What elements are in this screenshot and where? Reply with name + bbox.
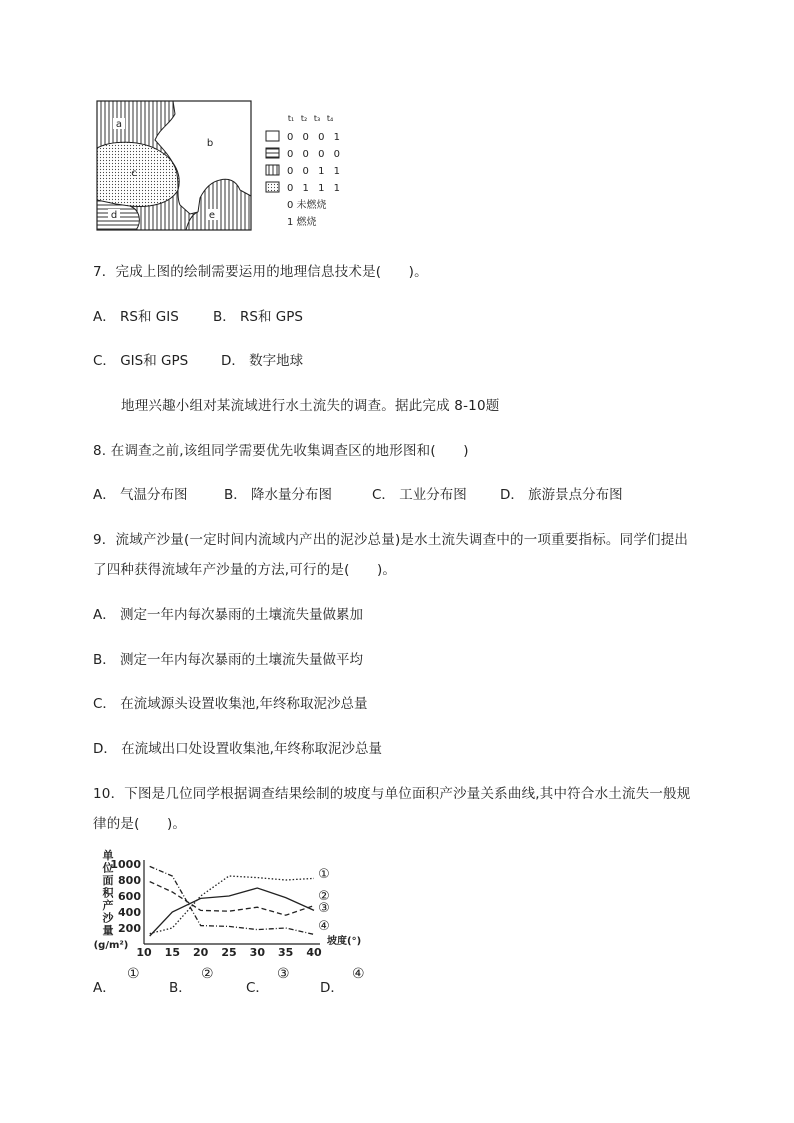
y-axis-label-char: 沙 — [102, 911, 114, 925]
legend-header-t4: t₄ — [326, 114, 334, 123]
x-tick-label: 15 — [164, 946, 180, 959]
y-axis-label-char: 面 — [102, 874, 114, 887]
x-tick-label: 20 — [193, 946, 209, 959]
region-label-e: e — [208, 210, 216, 221]
q8-option-c[interactable]: C． 工业分布图 — [372, 487, 467, 503]
region-label-b: b — [206, 138, 214, 149]
series-line-4 — [150, 866, 314, 934]
q7-option-a[interactable]: A． RS和 GIS — [93, 309, 179, 325]
y-axis-label-char: 产 — [102, 899, 114, 912]
q10-option-b-letter: B． — [169, 980, 192, 996]
q10-option-c[interactable] — [246, 976, 269, 996]
x-tick-label: 35 — [278, 946, 294, 959]
series-line-3 — [150, 882, 314, 916]
y-tick-label: 400 — [118, 906, 141, 919]
q10-option-d[interactable] — [320, 976, 344, 996]
q8-option-d[interactable]: D． 旅游景点分布图 — [500, 487, 623, 503]
q10-option-c-symbol: ③ — [277, 966, 290, 982]
y-tick-label: 800 — [118, 874, 141, 887]
q9-option-a[interactable]: A． 测定一年内每次暴雨的土壤流失量做累加 — [93, 607, 364, 623]
legend-values-horizontal: 0 0 0 0 — [287, 149, 343, 160]
q10-option-d-letter: D． — [320, 980, 344, 996]
x-tick-label: 25 — [221, 946, 237, 959]
q9-stem-line1: 9．流域产沙量(一定时间内流域内产出的泥沙总量)是水土流失调查中的一项重要指标。同学们提出 — [93, 532, 689, 548]
q10-option-a-letter: A． — [93, 980, 116, 996]
legend-note-unburned: 0 未燃烧 — [287, 200, 327, 211]
q8-option-b[interactable]: B． 降水量分布图 — [224, 487, 333, 503]
x-tick-label: 40 — [306, 946, 322, 959]
region-label-d: d — [110, 210, 118, 221]
legend-values-dotted: 0 1 1 1 — [287, 183, 343, 194]
q10-option-b[interactable] — [169, 976, 192, 996]
x-axis-label: 坡度(°) — [327, 936, 362, 947]
y-tick-label: 200 — [118, 922, 141, 935]
q10-stem-line1: 10．下图是几位同学根据调查结果绘制的坡度与单位面积产沙量关系曲线,其中符合水土流失一般规 — [93, 786, 691, 802]
q9-option-d[interactable]: D． 在流域出口处设置收集池,年终称取泥沙总量 — [93, 741, 382, 757]
legend-header-t1: t₁ — [287, 114, 295, 123]
legend-values-blank: 0 0 0 1 — [287, 132, 343, 143]
q7-option-b[interactable]: B． RS和 GPS — [213, 309, 303, 325]
series-label-4: ④ — [318, 919, 330, 934]
q9-option-b[interactable]: B． 测定一年内每次暴雨的土壤流失量做平均 — [93, 652, 364, 668]
y-axis-unit: (g/m²) — [93, 940, 129, 951]
q10-option-a-symbol: ① — [127, 966, 140, 982]
section-intro: 地理兴趣小组对某流域进行水土流失的调查。据此完成 8-10题 — [121, 398, 500, 414]
y-axis-label-char: 量 — [102, 924, 114, 937]
series-label-3: ③ — [318, 901, 330, 916]
y-axis-label-char: 单 — [102, 849, 114, 862]
q7-option-c[interactable]: C． GIS和 GPS — [93, 353, 189, 369]
q10-option-c-letter: C． — [246, 980, 269, 996]
series-label-2: ② — [318, 889, 330, 904]
q8-option-a[interactable]: A． 气温分布图 — [93, 487, 188, 503]
series-label-1: ① — [318, 867, 330, 882]
y-tick-label: 1000 — [110, 858, 141, 871]
q7-option-d[interactable]: D． 数字地球 — [221, 353, 304, 369]
legend-note-burned: 1 燃烧 — [287, 217, 317, 228]
legend-values-vertical: 0 0 1 1 — [287, 166, 343, 177]
x-tick-label: 30 — [249, 946, 265, 959]
q10-stem-line2: 律的是( )。 — [93, 816, 187, 832]
q10-option-a[interactable] — [93, 976, 116, 996]
q10-option-d-symbol: ④ — [352, 966, 365, 982]
y-axis-label-char: 位 — [102, 861, 114, 875]
q7-stem: 7．完成上图的绘制需要运用的地理信息技术是( )。 — [93, 264, 428, 280]
x-tick-label: 10 — [136, 946, 152, 959]
y-axis-label-char: 积 — [102, 886, 114, 900]
q10-option-b-symbol: ② — [201, 966, 214, 982]
q9-option-c[interactable]: C． 在流域源头设置收集池,年终称取泥沙总量 — [93, 696, 368, 712]
y-tick-label: 600 — [118, 890, 141, 903]
q9-stem-line2: 了四种获得流域年产沙量的方法,可行的是( )。 — [93, 562, 397, 578]
region-label-c: c — [131, 168, 137, 179]
legend-header-t2: t₂ — [300, 114, 308, 123]
region-label-a: a — [115, 119, 123, 130]
legend-header-t3: t₃ — [313, 114, 321, 123]
series-line-1 — [150, 876, 314, 934]
q8-stem: 8. 在调查之前,该组同学需要优先收集调查区的地形图和( ) — [93, 443, 469, 459]
